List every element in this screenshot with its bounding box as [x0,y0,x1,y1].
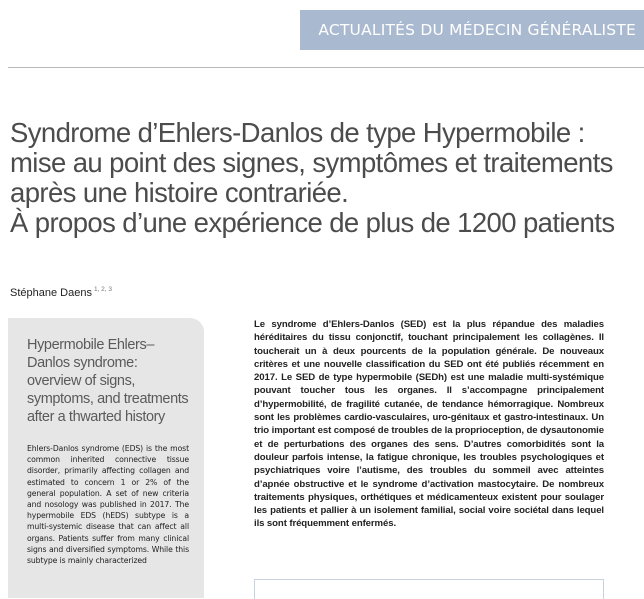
english-abstract-title-line: symptoms, and treatments [27,391,189,407]
article-title-line: mise au point des signes, symptômes et traitements [10,147,613,178]
english-abstract-title-line: Danlos syndrome: [27,355,138,371]
author-affiliations: 1, 2, 3 [93,286,113,293]
author-line [10,286,112,299]
header-divider [8,67,644,68]
article-title-line: À propos d’une expérience de plus de 1200 patients [10,207,615,238]
french-intro-text: Le syndrome d’Ehlers-Danlos (SED) est la plus répandue des maladies héréditaires du tissu conjonctif, touchant principalement les collagènes. Il toucherait un à deux pourcents de la population générale. De nouveaux critères et une nouvelle classification du SED ont été publiés récemment en 2017. Le SED de type hypermobile (SEDh) est une maladie multi-systémique pouvant toucher tous les organes. Il s’accompagne principalement d’hypermobilité, de fragilité cutanée, de tendance hémorragique. Nombreux sont les problèmes cardio-vasculaires, uro-génitaux et gastro-intestinaux. Un trio important est composé de troubles de la proprioception, de dysautonomie et de perturbations des organes des sens. D’autres comorbidités sont la douleur parfois intense, la fatigue chronique, les troubles psychologiques et psychiatriques voire l’autisme, des troubles du sommeil avec atteintes d’apnée obstructive et le syndrome d’activation mastocytaire. De nombreux traitements physiques, orthétiques et médicamenteux existent pour soulager les patients et pallier à un isolement familial, social voire sociétal dans lequel ils sont fréquemment enfermés. [254,319,604,530]
article-title-line: après une histoire contrariée. [10,177,349,208]
article-title [10,118,640,238]
english-abstract-title-line: after a thwarted history [27,409,165,425]
author-name: Stéphane Daens [10,287,92,299]
section-banner: ACTUALITÉS DU MÉDECIN GÉNÉRALISTE [300,10,644,50]
english-abstract-title-line: Hypermobile Ehlers– [27,337,154,353]
english-abstract-text: Ehlers-Danlos syndrome (EDS) is the most common inherited connective tissue disorder, primarily affecting collagen and estimated to concern 1 or 2% of the general population. A set of new criteria and nosology was published in 2017. The hypermobile EDS (hEDS) subtype is a multi-systemic disease that can affect all organs. Patients suffer from many clinical signs and diversified symptoms. While this subtype is mainly characterized [27,444,189,566]
english-abstract-title [27,336,193,426]
article-title-line: Syndrome d’Ehlers-Danlos de type Hypermobile : [10,117,585,148]
english-abstract-title-line: overview of signs, [27,373,136,389]
inset-box-edge [254,579,604,599]
